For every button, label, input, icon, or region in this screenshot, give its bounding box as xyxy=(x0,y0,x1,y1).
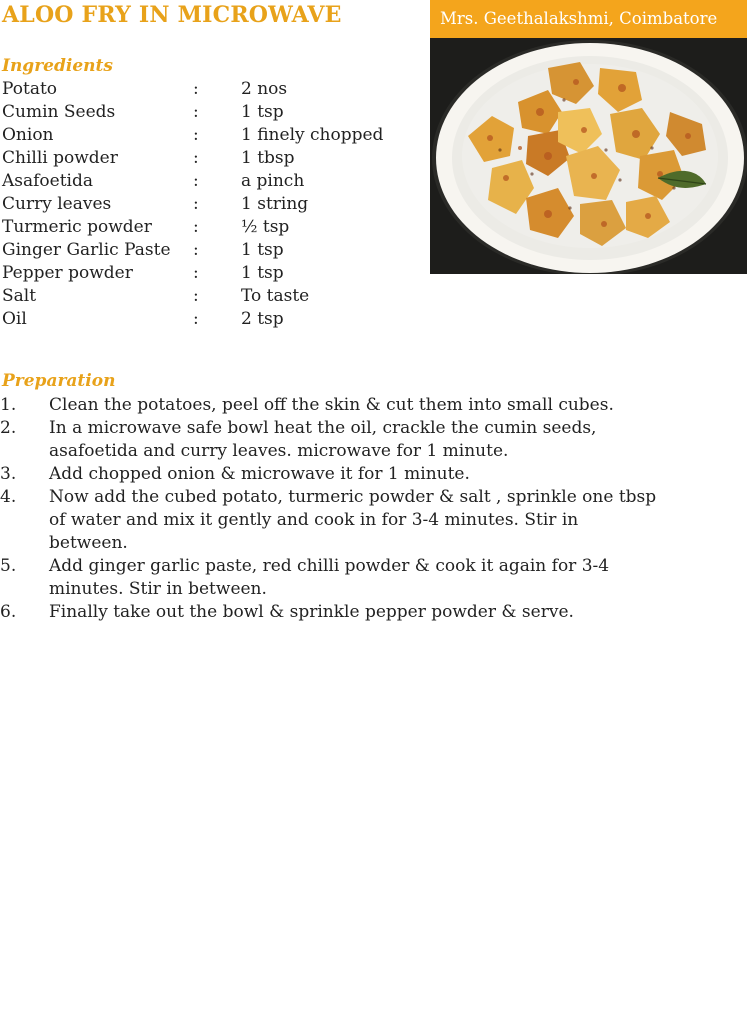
preparation-step xyxy=(0,463,660,486)
ingredient-separator: : xyxy=(193,309,199,329)
preparation-step xyxy=(0,394,660,417)
recipe-title: ALOO FRY IN MICROWAVE xyxy=(2,2,342,28)
step-number: 6. xyxy=(0,602,17,622)
ingredient-separator: : xyxy=(193,171,199,191)
ingredient-separator: : xyxy=(193,286,199,306)
preparation-heading: Preparation xyxy=(2,371,116,391)
preparation-steps xyxy=(0,394,660,624)
author-name: Mrs. Geethalakshmi, Coimbatore xyxy=(440,9,718,28)
ingredients-list xyxy=(2,78,422,331)
ingredient-quantity: 1 tsp xyxy=(241,263,284,283)
ingredient-separator: : xyxy=(193,125,199,145)
ingredients-heading: Ingredients xyxy=(2,56,113,76)
ingredient-name: Asafoetida xyxy=(2,171,94,191)
step-text: Clean the potatoes, peel off the skin & cut them into small cubes. xyxy=(49,395,614,415)
step-text: Now add the cubed potato, turmeric powder & salt , sprinkle one tbsp of water and mix it gently and cook in for 3-4 minutes. Stir in between. xyxy=(49,487,657,553)
ingredient-row xyxy=(2,170,422,193)
ingredient-quantity: 1 tsp xyxy=(241,240,284,260)
ingredient-separator: : xyxy=(193,217,199,237)
ingredient-separator: : xyxy=(193,263,199,283)
ingredient-separator: : xyxy=(193,240,199,260)
step-number: 5. xyxy=(0,556,17,576)
ingredient-quantity: 1 tsp xyxy=(241,102,284,122)
ingredient-name: Potato xyxy=(2,79,58,99)
ingredient-quantity: 1 finely chopped xyxy=(241,125,384,145)
ingredient-name: Cumin Seeds xyxy=(2,102,116,122)
author-banner xyxy=(430,0,747,38)
ingredient-quantity: a pinch xyxy=(241,171,305,191)
step-number: 1. xyxy=(0,395,17,415)
ingredient-quantity: ½ tsp xyxy=(241,217,290,237)
ingredient-name: Ginger Garlic Paste xyxy=(2,240,171,260)
ingredient-quantity: 1 string xyxy=(241,194,309,214)
step-text: Add chopped onion & microwave it for 1 minute. xyxy=(49,464,470,484)
ingredient-row xyxy=(2,101,422,124)
ingredient-name: Curry leaves xyxy=(2,194,112,214)
ingredient-row xyxy=(2,78,422,101)
step-number: 2. xyxy=(0,418,17,438)
ingredient-separator: : xyxy=(193,102,199,122)
ingredient-row xyxy=(2,239,422,262)
ingredient-row xyxy=(2,124,422,147)
ingredient-quantity: 2 nos xyxy=(241,79,288,99)
ingredient-row xyxy=(2,147,422,170)
preparation-step xyxy=(0,601,660,624)
step-text: In a microwave safe bowl heat the oil, crackle the cumin seeds, asafoetida and curry leaves. microwave for 1 minute. xyxy=(49,418,597,461)
ingredient-name: Turmeric powder xyxy=(2,217,152,237)
ingredient-name: Onion xyxy=(2,125,54,145)
ingredient-row xyxy=(2,262,422,285)
ingredient-separator: : xyxy=(193,148,199,168)
preparation-step xyxy=(0,486,660,555)
ingredient-row xyxy=(2,193,422,216)
step-text: Add ginger garlic paste, red chilli powder & cook it again for 3-4 minutes. Stir in between. xyxy=(49,556,610,599)
ingredient-separator: : xyxy=(193,194,199,214)
ingredient-row xyxy=(2,308,422,331)
ingredient-quantity: 1 tbsp xyxy=(241,148,295,168)
ingredient-name: Salt xyxy=(2,286,37,306)
ingredient-row xyxy=(2,216,422,239)
preparation-step xyxy=(0,417,660,463)
preparation-step xyxy=(0,555,660,601)
ingredient-quantity: 2 tsp xyxy=(241,309,284,329)
step-number: 4. xyxy=(0,487,17,507)
ingredient-name: Oil xyxy=(2,309,27,329)
step-text: Finally take out the bowl & sprinkle pepper powder & serve. xyxy=(49,602,574,622)
ingredient-quantity: To taste xyxy=(241,286,310,306)
ingredient-separator: : xyxy=(193,79,199,99)
step-number: 3. xyxy=(0,464,17,484)
aloo-fry-bowl-photo xyxy=(430,38,747,274)
ingredient-name: Pepper powder xyxy=(2,263,133,283)
ingredient-row xyxy=(2,285,422,308)
ingredient-name: Chilli powder xyxy=(2,148,118,168)
